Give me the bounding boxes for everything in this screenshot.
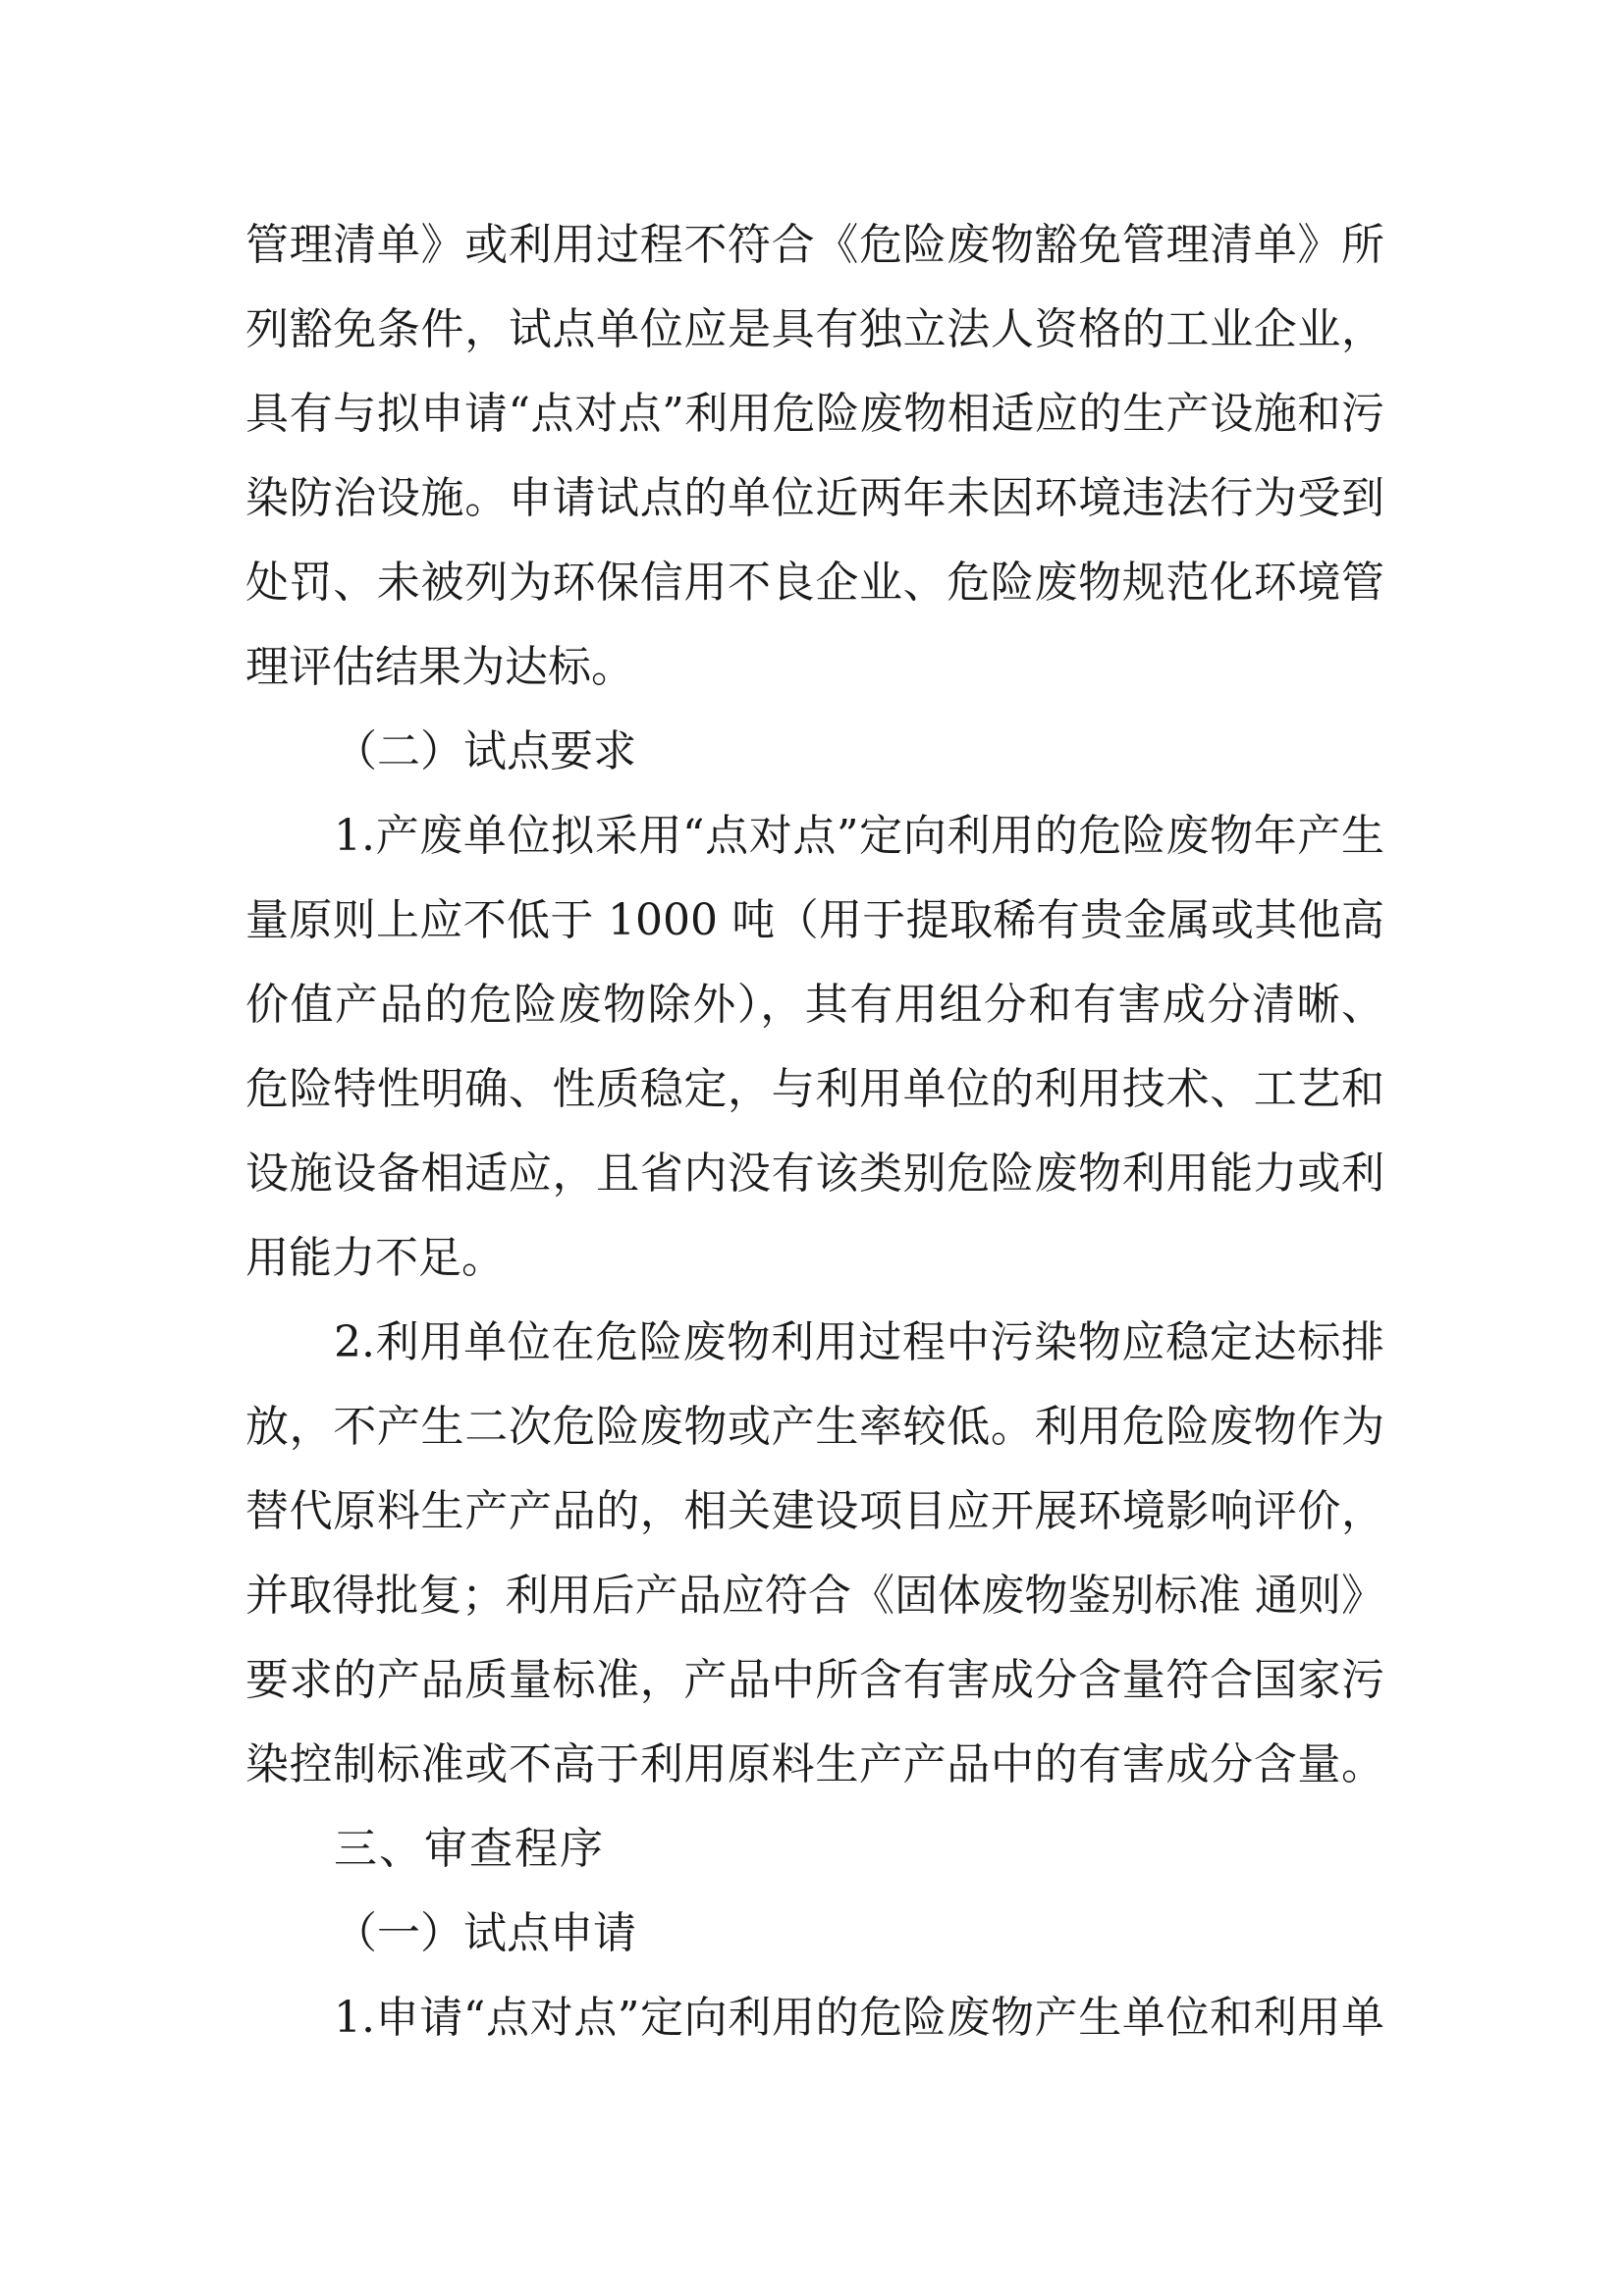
paragraph-line: 2.利用单位在危险废物利用过程中污染物应稳定达标排 (334, 1317, 1384, 1367)
paragraph-line: 具有与拟申请“点对点”利用危险废物相适应的生产设施和污 (245, 389, 1384, 439)
paragraph-line: 价值产品的危险废物除外），其有用组分和有害成分清晰、 (245, 980, 1384, 1030)
paragraph-line: 理评估结果为达标。 (245, 642, 634, 692)
paragraph-line: 危险特性明确、性质稳定，与利用单位的利用技术、工艺和 (245, 1064, 1384, 1114)
section-heading: （一）试点申请 (334, 1908, 636, 1958)
paragraph-line: 量原则上应不低于 1000 吨（用于提取稀有贵金属或其他高 (245, 895, 1384, 945)
paragraph-line: 要求的产品质量标准，产品中所含有害成分含量符合国家污 (245, 1655, 1384, 1705)
paragraph-line: 用能力不足。 (245, 1233, 505, 1283)
paragraph-line: 设施设备相适应，且省内没有该类别危险废物利用能力或利 (245, 1148, 1384, 1199)
paragraph-line: 并取得批复；利用后产品应符合《固体废物鉴别标准 通则》 (245, 1571, 1384, 1621)
paragraph-line: 1.产废单位拟采用“点对点”定向利用的危险废物年产生 (334, 811, 1384, 861)
paragraph-line: 染控制标准或不高于利用原料生产产品中的有害成分含量。 (245, 1739, 1384, 1789)
section-heading: （二）试点要求 (334, 726, 636, 776)
paragraph-line: 放，不产生二次危险废物或产生率较低。利用危险废物作为 (245, 1402, 1384, 1452)
paragraph-line: 管理清单》或利用过程不符合《危险废物豁免管理清单》所 (245, 220, 1384, 270)
paragraph-line: 1.申请“点对点”定向利用的危险废物产生单位和利用单 (334, 1993, 1384, 2043)
paragraph-line: 染防治设施。申请试点的单位近两年未因环境违法行为受到 (245, 473, 1384, 523)
chapter-heading: 三、审查程序 (334, 1824, 605, 1874)
paragraph-line: 处罚、未被列为环保信用不良企业、危险废物规范化环境管 (245, 558, 1384, 608)
paragraph-line: 替代原料生产产品的，相关建设项目应开展环境影响评价， (245, 1486, 1384, 1536)
paragraph-line: 列豁免条件，试点单位应是具有独立法人资格的工业企业， (245, 304, 1384, 354)
